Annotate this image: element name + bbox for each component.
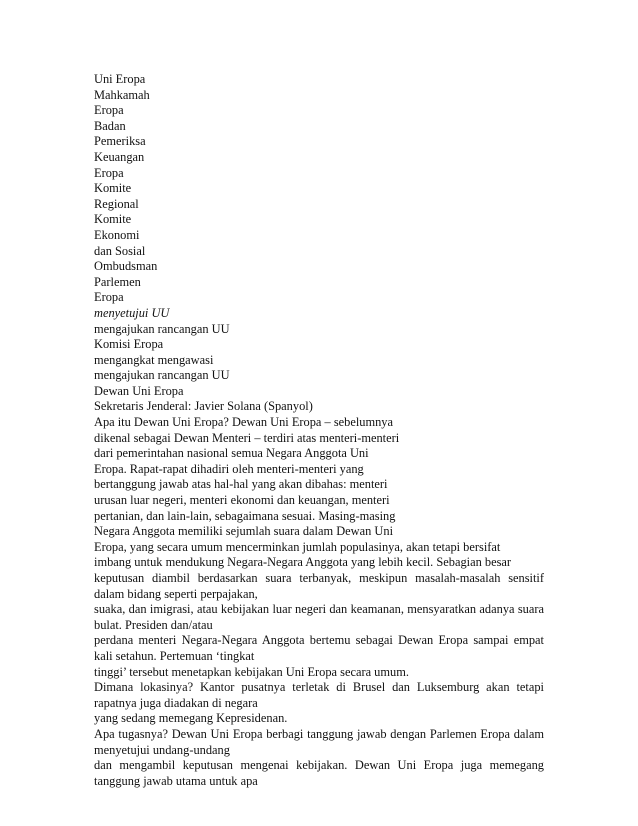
text-line: Eropa bbox=[94, 103, 124, 118]
text-line: Ekonomi bbox=[94, 227, 140, 242]
body-line: yang sedang memegang Kepresidenan. bbox=[94, 711, 288, 726]
text-line: Sekretaris Jenderal: Javier Solana (Spanyol) bbox=[94, 399, 313, 414]
body-paragraph: keputusan diambil berdasarkan suara terbanyak, meskipun masalah-masalah sensitif dalam bidang seperti perpajakan, bbox=[94, 571, 544, 601]
body-line: dari pemerintahan nasional semua Negara Anggota Uni bbox=[94, 446, 369, 461]
text-line: mengangkat mengawasi bbox=[94, 352, 214, 367]
body-line: Eropa. Rapat-rapat dihadiri oleh menteri-menteri yang bbox=[94, 461, 364, 476]
body-line: Eropa, yang secara umum mencerminkan jumlah populasinya, akan tetapi bersifat bbox=[94, 539, 501, 554]
body-paragraph: Dimana lokasinya? Kantor pusatnya terletak di Brusel dan Luksemburg akan tetapi rapatnya juga diadakan di negara bbox=[94, 680, 544, 710]
body-paragraph: perdana menteri Negara-Negara Anggota bertemu sebagai Dewan Eropa sampai empat kali setahun. Pertemuan ‘tingkat bbox=[94, 633, 544, 663]
text-line: mengajukan rancangan UU bbox=[94, 368, 230, 383]
text-line: Eropa bbox=[94, 165, 124, 180]
text-line: mengajukan rancangan UU bbox=[94, 321, 230, 336]
text-line: dan Sosial bbox=[94, 243, 146, 258]
text-line: Regional bbox=[94, 196, 139, 211]
text-line: Dewan Uni Eropa bbox=[94, 383, 184, 398]
text-line: Ombudsman bbox=[94, 259, 158, 274]
text-line: Mahkamah bbox=[94, 87, 150, 102]
body-line: tinggi’ tersebut menetapkan kebijakan Uni Eropa secara umum. bbox=[94, 664, 409, 679]
text-line: Parlemen bbox=[94, 274, 141, 289]
body-line: pertanian, dan lain-lain, sebagaimana sesuai. Masing-masing bbox=[94, 508, 396, 523]
text-line: Eropa bbox=[94, 290, 124, 305]
text-line: Komite bbox=[94, 181, 132, 196]
body-paragraph: suaka, dan imigrasi, atau kebijakan luar negeri dan keamanan, mensyaratkan adanya suara bulat. Presiden dan/atau bbox=[94, 602, 544, 632]
text-line: Pemeriksa bbox=[94, 134, 146, 149]
body-line: imbang untuk mendukung Negara-Negara Anggota yang lebih kecil. Sebagian besar bbox=[94, 555, 512, 570]
body-paragraph: Apa tugasnya? Dewan Uni Eropa berbagi tanggung jawab dengan Parlemen Eropa dalam menyetujui undang-undang bbox=[94, 726, 544, 757]
document-page bbox=[94, 72, 544, 789]
body-line: Negara Anggota memiliki sejumlah suara dalam Dewan Uni bbox=[94, 524, 394, 539]
text-line: Uni Eropa bbox=[94, 72, 146, 86]
body-line: bertanggung jawab atas hal-hal yang akan dibahas: menteri bbox=[94, 477, 388, 492]
text-line: Badan bbox=[94, 118, 126, 133]
body-line: dikenal sebagai Dewan Menteri – terdiri atas menteri-menteri bbox=[94, 430, 400, 445]
text-line: Keuangan bbox=[94, 149, 145, 164]
body-paragraph: dan mengambil keputusan mengenai kebijakan. Dewan Uni Eropa juga memegang tanggung jawab utama untuk apa bbox=[94, 758, 544, 788]
text-line-italic: menyetujui UU bbox=[94, 305, 170, 320]
text-line: Komite bbox=[94, 212, 132, 227]
body-line: Apa itu Dewan Uni Eropa? Dewan Uni Eropa – sebelumnya bbox=[94, 415, 394, 430]
text-line: Komisi Eropa bbox=[94, 337, 164, 352]
body-line: urusan luar negeri, menteri ekonomi dan keuangan, menteri bbox=[94, 493, 390, 508]
